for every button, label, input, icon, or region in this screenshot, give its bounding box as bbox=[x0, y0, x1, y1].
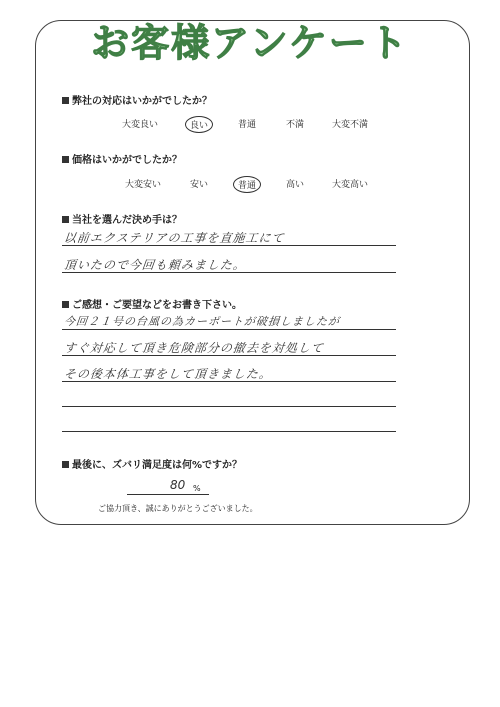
question-deciding-factor: 当社を選んだ決め手は？ bbox=[62, 211, 182, 226]
square-bullet-icon bbox=[62, 156, 69, 163]
option-service-dissatisfied[interactable]: 不満 bbox=[286, 120, 305, 130]
answer-rule bbox=[62, 355, 396, 356]
option-price-expensive[interactable]: 高い bbox=[286, 180, 305, 190]
question-comments: ご感想・ご要望などをお書き下さい。 bbox=[62, 296, 242, 311]
square-bullet-icon bbox=[62, 301, 69, 308]
page-title: お客様アンケート bbox=[91, 21, 409, 65]
option-price-cheap[interactable]: 安い bbox=[190, 180, 209, 190]
deciding-factor-answer-line-2: 頂いたので今回も頼みました。 bbox=[63, 258, 247, 272]
comments-answer-line-3: その後本体工事をして頂きました。 bbox=[63, 367, 273, 381]
answer-rule bbox=[62, 381, 396, 382]
answer-rule bbox=[62, 431, 396, 432]
answer-rule bbox=[62, 329, 396, 330]
comments-answer-line-2: すぐ対応して頂き危険部分の撤去を対処して bbox=[63, 341, 325, 355]
square-bullet-icon bbox=[62, 216, 69, 223]
comments-answer-line-1: 今回２１号の台風の為カーポートが破損しましたが bbox=[63, 315, 341, 328]
question-service: 弊社の対応はいかがでしたか？ bbox=[62, 92, 212, 107]
deciding-factor-answer-line-1: 以前エクステリアの工事を直施工にて bbox=[63, 231, 286, 245]
square-bullet-icon bbox=[62, 97, 69, 104]
option-service-good-selected[interactable]: 良い bbox=[185, 116, 213, 133]
option-service-normal[interactable]: 普通 bbox=[238, 120, 257, 130]
option-price-normal-selected[interactable]: 普通 bbox=[233, 176, 261, 193]
answer-rule bbox=[62, 406, 396, 407]
option-service-very-good[interactable]: 大変良い bbox=[122, 120, 159, 130]
percent-unit: % bbox=[193, 484, 201, 493]
answer-rule bbox=[62, 272, 396, 273]
option-service-very-dissatisfied[interactable]: 大変不満 bbox=[332, 120, 369, 130]
answer-rule bbox=[62, 245, 396, 246]
option-price-very-cheap[interactable]: 大変安い bbox=[125, 180, 162, 190]
satisfaction-value[interactable]: 80 bbox=[170, 478, 186, 492]
question-satisfaction: 最後に、ズバリ満足度は何%ですか？ bbox=[62, 456, 242, 471]
thanks-message: ご協力頂き、誠にありがとうございました。 bbox=[98, 504, 258, 513]
option-price-very-expensive[interactable]: 大変高い bbox=[332, 180, 369, 190]
question-price: 価格はいかがでしたか？ bbox=[62, 151, 182, 166]
satisfaction-input-rule bbox=[127, 494, 209, 495]
square-bullet-icon bbox=[62, 461, 69, 468]
